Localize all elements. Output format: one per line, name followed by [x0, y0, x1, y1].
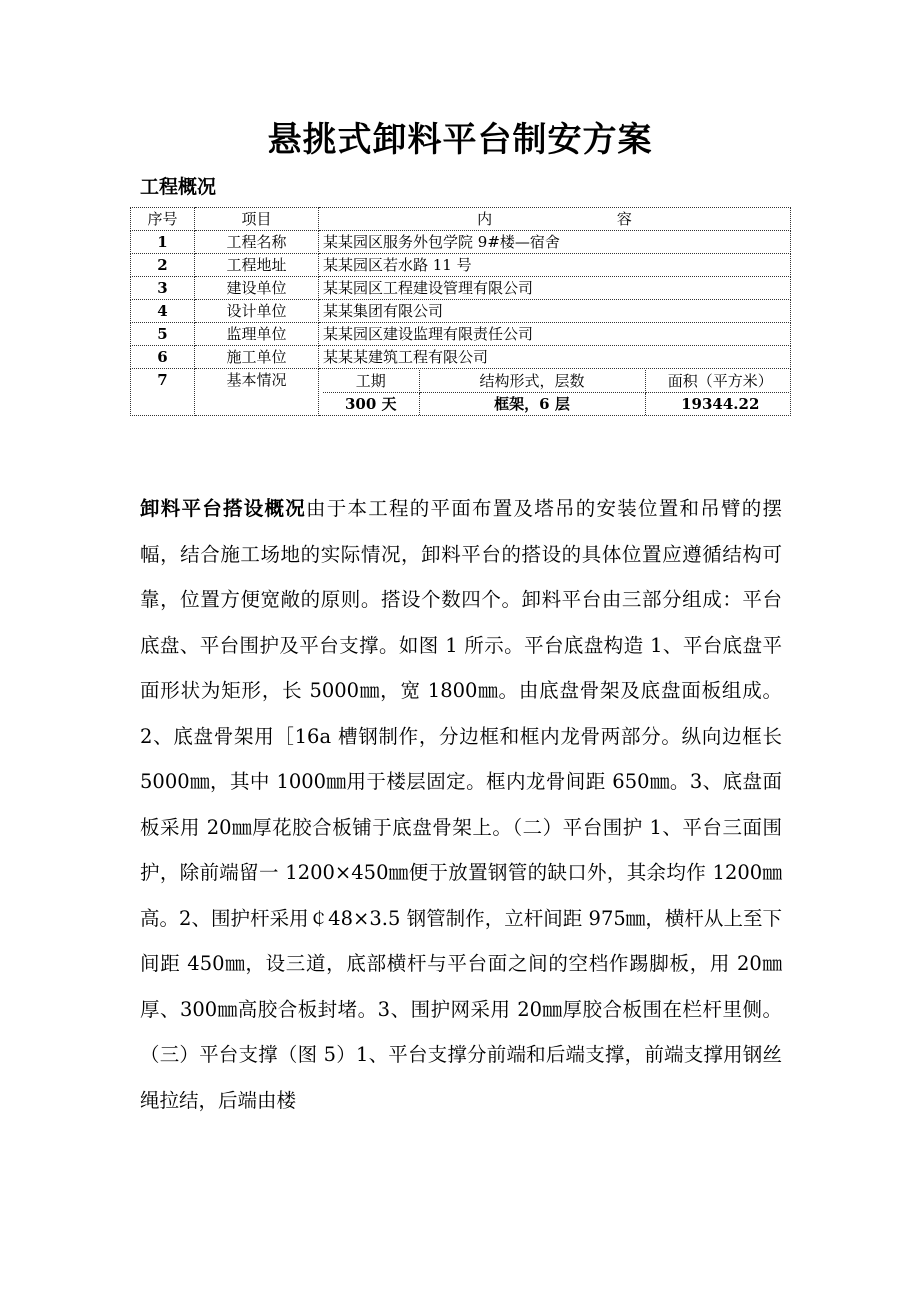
row-item: 监理单位: [195, 323, 319, 346]
project-overview-table: [130, 207, 791, 416]
row-value: 某某园区服务外包学院 9#楼—宿舍: [319, 231, 791, 254]
row-no: 5: [131, 323, 195, 346]
sub-header-structure: 结构形式，层数: [419, 370, 645, 393]
row-no: 4: [131, 300, 195, 323]
row-item: 工程名称: [195, 231, 319, 254]
sub-header-duration: 工期: [323, 370, 419, 393]
subtable-value-row: [323, 392, 791, 415]
sub-value-area: 19344.22: [645, 392, 791, 415]
paragraph-lead: 卸料平台搭设概况: [140, 497, 306, 520]
basic-info-cell: [319, 369, 791, 416]
header-no: 序号: [131, 208, 195, 231]
platform-setup-paragraph: [140, 486, 782, 1123]
sub-value-structure: 框架，6 层: [419, 392, 645, 415]
header-item: 项目: [195, 208, 319, 231]
table-row: [131, 277, 791, 300]
row-no: 6: [131, 346, 195, 369]
basic-info-subtable: [323, 370, 791, 415]
row-value: 某某集团有限公司: [319, 300, 791, 323]
row-item: 建设单位: [195, 277, 319, 300]
row-value: 某某园区若水路 11 号: [319, 254, 791, 277]
subtable-header-row: [323, 370, 791, 393]
table-row: [131, 254, 791, 277]
table-row: [131, 300, 791, 323]
row-item: 设计单位: [195, 300, 319, 323]
table-row: [131, 231, 791, 254]
table-row: [131, 346, 791, 369]
row-item: 施工单位: [195, 346, 319, 369]
row-no: 2: [131, 254, 195, 277]
row-no: 3: [131, 277, 195, 300]
section-title: 工程概况: [140, 176, 217, 198]
row-value: 某某园区工程建设管理有限公司: [319, 277, 791, 300]
row-no: 7: [131, 369, 195, 416]
table-header-row: [131, 208, 791, 231]
row-no: 1: [131, 231, 195, 254]
paragraph-body: 由于本工程的平面布置及塔吊的安装位置和吊臂的摆幅，结合施工场地的实际情况，卸料平台的搭设的具体位置应遵循结构可靠，位置方便宽敞的原则。搭设个数四个。卸料平台由三部分组成：平台底盘、平台围护及平台支撑。如图 1 所示。平台底盘构造 1、平台底盘平面形状为矩形，长 5000㎜，宽 1800㎜。由底盘骨架及底盘面板组成。2、底盘骨架用［16a 槽钢制作，分边框和框内龙骨两部分。纵向边框长 5000㎜，其中 1000㎜用于楼层固定。框内龙骨间距 650㎜。3、底盘面板采用 20㎜厚花胶合板铺于底盘骨架上。（二）平台围护 1、平台三面围护，除前端留一 1200×450㎜便于放置钢管的缺口外，其余均作 1200㎜高。2、围护杆采用￠48×3.5 钢管制作，立杆间距 975㎜，横杆从上至下间距 450㎜，设三道，底部横杆与平台面之间的空档作踢脚板，用 20㎜厚、300㎜高胶合板封堵。3、围护网采用 20㎜厚胶合板围在栏杆里侧。（三）平台支撑（图 5）1、平台支撑分前端和后端支撑，前端支撑用钢丝绳拉结，后端由楼: [140, 497, 782, 1112]
header-content: 内 容: [319, 208, 791, 231]
row-item: 工程地址: [195, 254, 319, 277]
table-row-basic-info: [131, 369, 791, 416]
sub-value-duration: 300 天: [323, 392, 419, 415]
row-value: 某某园区建设监理有限责任公司: [319, 323, 791, 346]
table-row: [131, 323, 791, 346]
sub-header-area: 面积（平方米）: [645, 370, 791, 393]
document-title: 悬挑式卸料平台制安方案: [267, 120, 653, 160]
row-value: 某某某建筑工程有限公司: [319, 346, 791, 369]
row-item: 基本情况: [195, 369, 319, 416]
